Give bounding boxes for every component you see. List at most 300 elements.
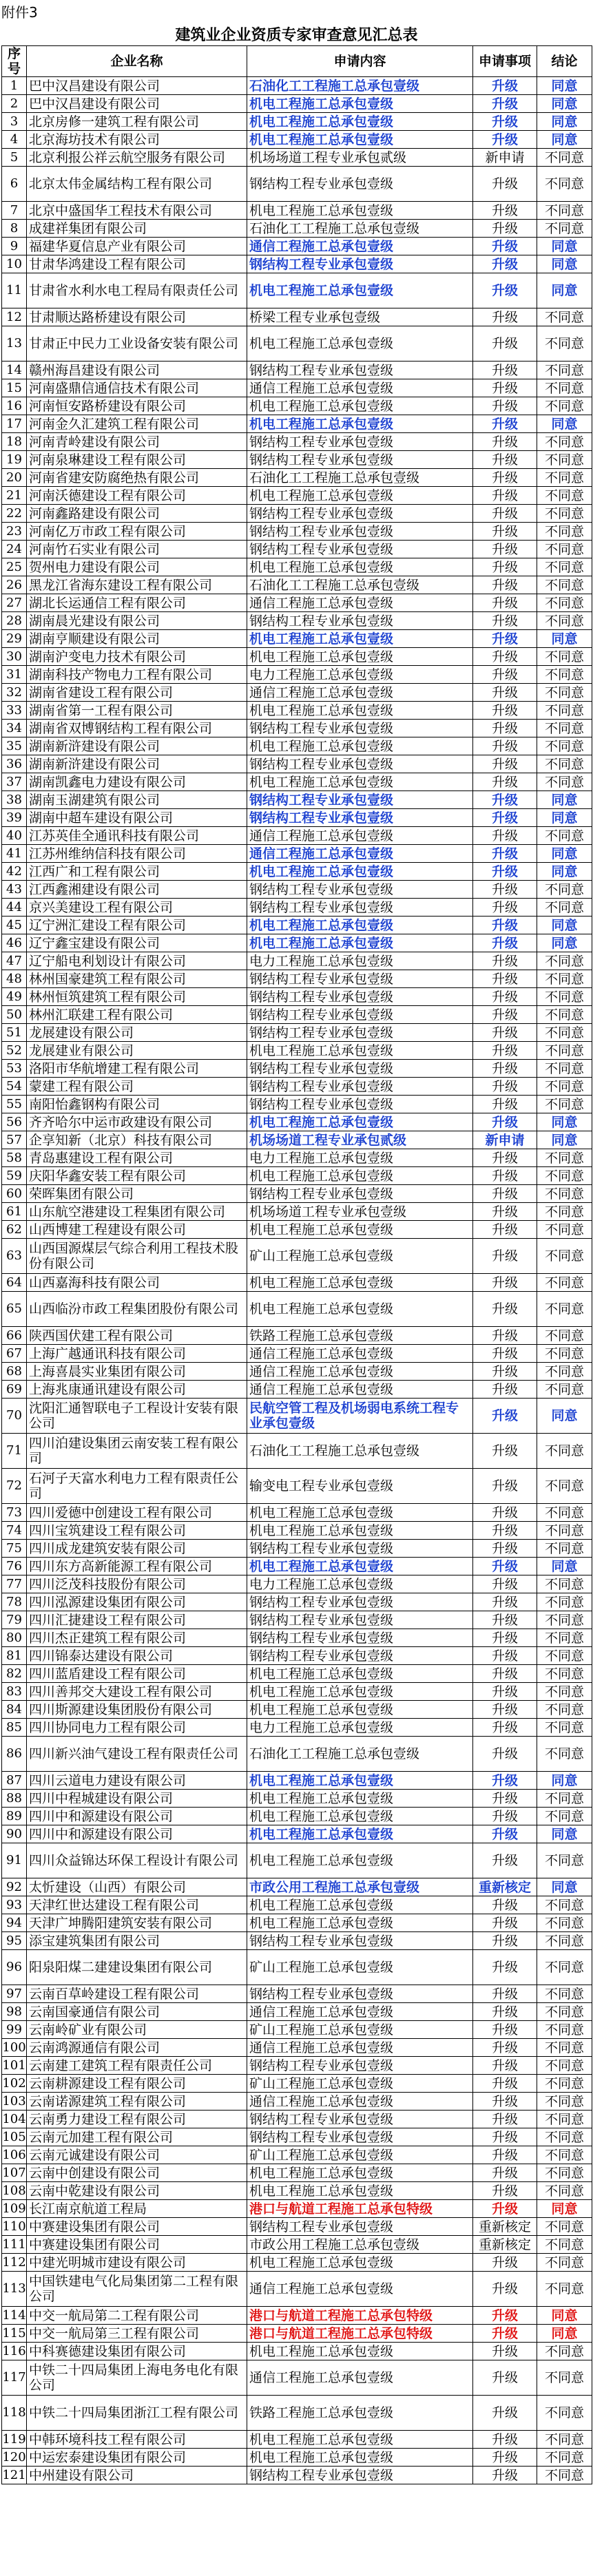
row-number: 19: [2, 451, 27, 469]
application-content: 机电工程施工总承包壹级: [247, 863, 473, 881]
application-content: 港口与航道工程施工总承包特级: [247, 2200, 473, 2218]
company-name: 河南金久汇建筑工程有限公司: [27, 415, 247, 433]
company-name: 陕西国伏建工程有限公司: [27, 1327, 247, 1345]
conclusion: 不同意: [537, 558, 592, 576]
application-item: 升级: [473, 952, 537, 970]
company-name: 四川杰正建筑工程有限公司: [27, 1629, 247, 1647]
table-row: [2, 755, 592, 773]
application-content: 机电工程施工总承包壹级: [247, 1274, 473, 1292]
row-number: 23: [2, 523, 27, 541]
application-item: 升级: [473, 1399, 537, 1434]
row-number: 98: [2, 2003, 27, 2021]
application-content: 通信工程施工总承包壹级: [247, 379, 473, 397]
table-row: [2, 2039, 592, 2057]
conclusion: 同意: [537, 1399, 592, 1434]
company-name: 龙展建业有限公司: [27, 1042, 247, 1060]
row-number: 116: [2, 2343, 27, 2360]
table-row: [2, 2057, 592, 2075]
company-name: 蒙建工程有限公司: [27, 1078, 247, 1096]
company-name: 山西国源煤层气综合利用工程技术股份有限公司: [27, 1239, 247, 1274]
company-name: 中国铁建电气化局集团第二工程有限公司: [27, 2272, 247, 2307]
conclusion: 不同意: [537, 1096, 592, 1113]
conclusion: 不同意: [537, 2272, 592, 2307]
company-name: 甘肃顺达路桥建设有限公司: [27, 308, 247, 326]
application-content: 机电工程施工总承包壹级: [247, 2449, 473, 2467]
company-name: 湖南省双博钢结构工程有限公司: [27, 720, 247, 737]
row-number: 6: [2, 167, 27, 202]
table-row: [2, 433, 592, 451]
table-row: [2, 149, 592, 167]
application-content: 机电工程施工总承包壹级: [247, 1221, 473, 1239]
application-content: 钢结构工程专业承包壹级: [247, 1078, 473, 1096]
table-row: [2, 899, 592, 917]
application-item: 升级: [473, 1434, 537, 1469]
application-content: 钢结构工程专业承包壹级: [247, 809, 473, 827]
application-item: 升级: [473, 451, 537, 469]
company-name: 中铁二十四局集团上海电务电化有限公司: [27, 2360, 247, 2396]
application-item: 升级: [473, 1060, 537, 1078]
table-row: [2, 1024, 592, 1042]
company-name: 四川善邦交大建设工程有限公司: [27, 1683, 247, 1701]
company-name: 青岛惠建设工程有限公司: [27, 1149, 247, 1167]
application-content: 机电工程施工总承包壹级: [247, 558, 473, 576]
company-name: 湖南晨光建设有限公司: [27, 612, 247, 630]
row-number: 50: [2, 1006, 27, 1024]
conclusion: 不同意: [537, 2057, 592, 2075]
conclusion: 不同意: [537, 2075, 592, 2093]
table-row: [2, 1932, 592, 1950]
table-row: [2, 684, 592, 702]
application-item: 升级: [473, 612, 537, 630]
application-item: 升级: [473, 2021, 537, 2039]
company-name: 山西博建工程建设有限公司: [27, 1221, 247, 1239]
company-name: 山东航空港建设工程集团有限公司: [27, 1203, 247, 1221]
row-number: 44: [2, 899, 27, 917]
application-item: 新申请: [473, 1131, 537, 1149]
company-name: 四川成龙建筑安装有限公司: [27, 1540, 247, 1558]
row-number: 33: [2, 702, 27, 720]
application-content: 机电工程施工总承包壹级: [247, 1292, 473, 1327]
table-row: [2, 2325, 592, 2343]
application-content: 钢结构工程专业承包壹级: [247, 1985, 473, 2003]
application-item: 升级: [473, 326, 537, 362]
application-content: 通信工程施工总承包壹级: [247, 2360, 473, 2396]
conclusion: 不同意: [537, 1042, 592, 1060]
conclusion: 不同意: [537, 1274, 592, 1292]
conclusion: 不同意: [537, 1593, 592, 1611]
application-item: 升级: [473, 1932, 537, 1950]
conclusion: 不同意: [537, 379, 592, 397]
table-row: [2, 737, 592, 755]
table-row: [2, 379, 592, 397]
conclusion: 不同意: [537, 1914, 592, 1932]
application-item: 升级: [473, 308, 537, 326]
conclusion: 同意: [537, 630, 592, 648]
row-number: 12: [2, 308, 27, 326]
table-row: [2, 576, 592, 594]
row-number: 59: [2, 1167, 27, 1185]
conclusion: 不同意: [537, 952, 592, 970]
application-item: 升级: [473, 2325, 537, 2343]
conclusion: 不同意: [537, 881, 592, 899]
application-item: 升级: [473, 1665, 537, 1683]
application-item: 升级: [473, 2128, 537, 2146]
row-number: 81: [2, 1647, 27, 1665]
application-content: 通信工程施工总承包壹级: [247, 2003, 473, 2021]
application-content: 机电工程施工总承包壹级: [247, 1914, 473, 1932]
conclusion: 不同意: [537, 1683, 592, 1701]
row-number: 72: [2, 1469, 27, 1504]
conclusion: 不同意: [537, 1522, 592, 1540]
company-name: 湖南科技产物电力工程有限公司: [27, 666, 247, 684]
conclusion: 同意: [537, 1878, 592, 1896]
conclusion: 不同意: [537, 720, 592, 737]
company-name: 四川泛茂科技股份有限公司: [27, 1575, 247, 1593]
application-content: 钢结构工程专业承包壹级: [247, 255, 473, 273]
application-item: 升级: [473, 970, 537, 988]
application-item: 升级: [473, 1149, 537, 1167]
company-name: 湖南凯鑫电力建设有限公司: [27, 773, 247, 791]
row-number: 48: [2, 970, 27, 988]
conclusion: 不同意: [537, 899, 592, 917]
application-item: 升级: [473, 845, 537, 863]
conclusion: 不同意: [537, 1575, 592, 1593]
attachment-label: 附件3: [1, 4, 38, 21]
company-name: 湖南新浒建设有限公司: [27, 737, 247, 755]
application-content: 机场场道工程专业承包贰级: [247, 149, 473, 167]
table-row: [2, 2146, 592, 2164]
application-content: 钢结构工程专业承包壹级: [247, 988, 473, 1006]
company-name: 湖南玉湖建筑有限公司: [27, 791, 247, 809]
row-number: 119: [2, 2431, 27, 2449]
company-name: 天津广坤腾阳建筑安装有限公司: [27, 1914, 247, 1932]
table-row: [2, 113, 592, 131]
row-number: 78: [2, 1593, 27, 1611]
company-name: 中建光明城市建设有限公司: [27, 2254, 247, 2272]
table-row: [2, 2218, 592, 2236]
row-number: 51: [2, 1024, 27, 1042]
row-number: 114: [2, 2307, 27, 2325]
row-number: 63: [2, 1239, 27, 1274]
application-content: 电力工程施工总承包壹级: [247, 1719, 473, 1737]
application-item: 升级: [473, 2200, 537, 2218]
application-content: 矿山工程施工总承包壹级: [247, 1950, 473, 1985]
table-row: [2, 1078, 592, 1096]
application-item: 升级: [473, 2039, 537, 2057]
conclusion: 不同意: [537, 149, 592, 167]
company-name: 中赛建设集团有限公司: [27, 2218, 247, 2236]
company-name: 四川协同电力工程有限公司: [27, 1719, 247, 1737]
application-item: 升级: [473, 1719, 537, 1737]
table-row: [2, 1131, 592, 1149]
application-content: 机电工程施工总承包壹级: [247, 2182, 473, 2200]
table-row: [2, 1060, 592, 1078]
table-row: [2, 95, 592, 113]
application-content: 钢结构工程专业承包壹级: [247, 1185, 473, 1203]
table-row: [2, 791, 592, 809]
application-item: 升级: [473, 362, 537, 379]
company-name: 辽宁鑫宝建设有限公司: [27, 934, 247, 952]
application-item: 升级: [473, 1185, 537, 1203]
company-name: 四川蓝盾建设工程有限公司: [27, 1665, 247, 1683]
table-row: [2, 469, 592, 487]
table-row: [2, 1683, 592, 1701]
row-number: 100: [2, 2039, 27, 2057]
application-content: 通信工程施工总承包壹级: [247, 1381, 473, 1399]
row-number: 28: [2, 612, 27, 630]
conclusion: 同意: [537, 791, 592, 809]
row-number: 43: [2, 881, 27, 899]
row-number: 9: [2, 238, 27, 255]
conclusion: 不同意: [537, 1540, 592, 1558]
table-row: [2, 220, 592, 238]
conclusion: 不同意: [537, 737, 592, 755]
application-content: 机电工程施工总承包壹级: [247, 1896, 473, 1914]
application-item: 升级: [473, 1345, 537, 1363]
conclusion: 不同意: [537, 487, 592, 505]
row-number: 73: [2, 1504, 27, 1522]
application-content: 通信工程施工总承包壹级: [247, 2093, 473, 2111]
application-item: 升级: [473, 167, 537, 202]
table-row: [2, 2075, 592, 2093]
application-item: 升级: [473, 487, 537, 505]
conclusion: 不同意: [537, 1006, 592, 1024]
company-name: 龙展建设有限公司: [27, 1024, 247, 1042]
row-number: 102: [2, 2075, 27, 2093]
company-name: 中赛建设集团有限公司: [27, 2236, 247, 2254]
company-name: 江苏英佳全通讯科技有限公司: [27, 827, 247, 845]
table-row: [2, 1629, 592, 1647]
table-row: [2, 648, 592, 666]
application-content: 机电工程施工总承包壹级: [247, 934, 473, 952]
application-item: 升级: [473, 558, 537, 576]
conclusion: 不同意: [537, 2146, 592, 2164]
application-item: 升级: [473, 2360, 537, 2396]
application-item: 升级: [473, 809, 537, 827]
application-content: 机电工程施工总承包壹级: [247, 415, 473, 433]
application-item: 升级: [473, 238, 537, 255]
application-item: 升级: [473, 594, 537, 612]
company-name: 云南中乾建设有限公司: [27, 2182, 247, 2200]
conclusion: 同意: [537, 845, 592, 863]
conclusion: 不同意: [537, 469, 592, 487]
application-item: 升级: [473, 2182, 537, 2200]
application-item: 升级: [473, 397, 537, 415]
conclusion: 不同意: [537, 1611, 592, 1629]
application-content: 机电工程施工总承包壹级: [247, 1504, 473, 1522]
table-row: [2, 558, 592, 576]
table-row: [2, 1149, 592, 1167]
row-number: 4: [2, 131, 27, 149]
table-row: [2, 2307, 592, 2325]
conclusion: 不同意: [537, 451, 592, 469]
conclusion: 同意: [537, 1131, 592, 1149]
application-content: 石油化工工程施工总承包壹级: [247, 576, 473, 594]
application-item: 升级: [473, 1167, 537, 1185]
conclusion: 不同意: [537, 1504, 592, 1522]
conclusion: 同意: [537, 1772, 592, 1790]
table-row: [2, 1593, 592, 1611]
application-item: 升级: [473, 2164, 537, 2182]
row-number: 64: [2, 1274, 27, 1292]
company-name: 齐齐哈尔中运市政建设有限公司: [27, 1113, 247, 1131]
table-row: [2, 77, 592, 95]
application-content: 钢结构工程专业承包壹级: [247, 1647, 473, 1665]
row-number: 35: [2, 737, 27, 755]
application-content: 机电工程施工总承包壹级: [247, 1808, 473, 1825]
conclusion: 同意: [537, 1558, 592, 1575]
table-row: [2, 1540, 592, 1558]
company-name: 赣州海昌建设有限公司: [27, 362, 247, 379]
table-row: [2, 255, 592, 273]
company-name: 中交一航局第三工程有限公司: [27, 2325, 247, 2343]
company-name: 江西鑫湘建设有限公司: [27, 881, 247, 899]
application-content: 机电工程施工总承包壹级: [247, 2254, 473, 2272]
row-number: 86: [2, 1737, 27, 1772]
company-name: 四川众益锦达环保工程设计有限公司: [27, 1843, 247, 1878]
row-number: 101: [2, 2057, 27, 2075]
application-item: 升级: [473, 702, 537, 720]
conclusion: 不同意: [537, 648, 592, 666]
application-content: 机电工程施工总承包壹级: [247, 1701, 473, 1719]
company-name: 四川爱德中创建设工程有限公司: [27, 1504, 247, 1522]
company-name: 中科赛德建设集团有限公司: [27, 2343, 247, 2360]
conclusion: 同意: [537, 415, 592, 433]
company-name: 河南恒安路桥建设有限公司: [27, 397, 247, 415]
row-number: 118: [2, 2396, 27, 2431]
application-item: 升级: [473, 1575, 537, 1593]
table-row: [2, 1719, 592, 1737]
application-content: 机电工程施工总承包壹级: [247, 1042, 473, 1060]
conclusion: 不同意: [537, 1078, 592, 1096]
col-header-no: 序号: [2, 46, 27, 77]
company-name: 云南元加建工程有限公司: [27, 2128, 247, 2146]
conclusion: 不同意: [537, 1167, 592, 1185]
row-number: 104: [2, 2111, 27, 2128]
company-name: 甘肃华鸿建设工程有限公司: [27, 255, 247, 273]
table-row: [2, 2164, 592, 2182]
company-name: 北京房修一建筑工程有限公司: [27, 113, 247, 131]
application-item: 升级: [473, 2449, 537, 2467]
table-row: [2, 362, 592, 379]
application-content: 通信工程施工总承包壹级: [247, 1363, 473, 1381]
application-content: 钢结构工程专业承包壹级: [247, 1540, 473, 1558]
row-number: 39: [2, 809, 27, 827]
table-row: [2, 1327, 592, 1345]
application-content: 通信工程施工总承包壹级: [247, 845, 473, 863]
company-name: 成建祥集团有限公司: [27, 220, 247, 238]
row-number: 85: [2, 1719, 27, 1737]
company-name: 中铁二十四局集团浙江工程有限公司: [27, 2396, 247, 2431]
table-row: [2, 2003, 592, 2021]
row-number: 97: [2, 1985, 27, 2003]
application-content: 电力工程施工总承包壹级: [247, 952, 473, 970]
application-content: 港口与航道工程施工总承包特级: [247, 2325, 473, 2343]
conclusion: 不同意: [537, 1434, 592, 1469]
conclusion: 不同意: [537, 2093, 592, 2111]
row-number: 45: [2, 917, 27, 934]
application-content: 机电工程施工总承包壹级: [247, 702, 473, 720]
table-row: [2, 1914, 592, 1932]
table-row: [2, 397, 592, 415]
row-number: 32: [2, 684, 27, 702]
conclusion: 不同意: [537, 1629, 592, 1647]
conclusion: 不同意: [537, 2111, 592, 2128]
application-item: 升级: [473, 863, 537, 881]
company-name: 天津红世达建设工程有限公司: [27, 1896, 247, 1914]
application-content: 市政公用工程施工总承包壹级: [247, 1878, 473, 1896]
table-row: [2, 2182, 592, 2200]
conclusion: 不同意: [537, 1381, 592, 1399]
application-item: 升级: [473, 1042, 537, 1060]
application-item: 升级: [473, 1772, 537, 1790]
table-row: [2, 827, 592, 845]
company-name: 河南鑫路建设有限公司: [27, 505, 247, 523]
conclusion: 同意: [537, 2325, 592, 2343]
conclusion: 不同意: [537, 220, 592, 238]
application-content: 钢结构工程专业承包壹级: [247, 1096, 473, 1113]
application-content: 通信工程施工总承包壹级: [247, 238, 473, 255]
table-row: [2, 2396, 592, 2431]
conclusion: 不同意: [537, 1221, 592, 1239]
application-item: 升级: [473, 2111, 537, 2128]
application-item: 升级: [473, 720, 537, 737]
table-row: [2, 1843, 592, 1878]
application-content: 矿山工程施工总承包壹级: [247, 2021, 473, 2039]
application-item: 升级: [473, 1985, 537, 2003]
table-row: [2, 1042, 592, 1060]
row-number: 31: [2, 666, 27, 684]
application-content: 港口与航道工程施工总承包特级: [247, 2307, 473, 2325]
company-name: 云南岭矿业有限公司: [27, 2021, 247, 2039]
application-item: 升级: [473, 1611, 537, 1629]
row-number: 55: [2, 1096, 27, 1113]
application-item: 新申请: [473, 149, 537, 167]
col-header-result: 结论: [537, 46, 592, 77]
application-content: 钢结构工程专业承包壹级: [247, 1932, 473, 1950]
company-name: 河南省建安防腐绝热有限公司: [27, 469, 247, 487]
conclusion: 不同意: [537, 1647, 592, 1665]
row-number: 74: [2, 1522, 27, 1540]
application-item: 升级: [473, 1381, 537, 1399]
row-number: 111: [2, 2236, 27, 2254]
application-content: 钢结构工程专业承包壹级: [247, 881, 473, 899]
application-content: 通信工程施工总承包壹级: [247, 594, 473, 612]
conclusion: 不同意: [537, 666, 592, 684]
application-item: 升级: [473, 630, 537, 648]
application-content: 钢结构工程专业承包壹级: [247, 755, 473, 773]
company-name: 山西嘉海科技有限公司: [27, 1274, 247, 1292]
table-row: [2, 1985, 592, 2003]
table-row: [2, 451, 592, 469]
row-number: 112: [2, 2254, 27, 2272]
row-number: 103: [2, 2093, 27, 2111]
application-content: 机电工程施工总承包壹级: [247, 1790, 473, 1808]
application-content: 铁路工程施工总承包壹级: [247, 2396, 473, 2431]
row-number: 60: [2, 1185, 27, 1203]
row-number: 2: [2, 95, 27, 113]
company-name: 庆阳华鑫安装工程有限公司: [27, 1167, 247, 1185]
application-item: 升级: [473, 755, 537, 773]
conclusion: 同意: [537, 917, 592, 934]
row-number: 14: [2, 362, 27, 379]
application-item: 升级: [473, 934, 537, 952]
row-number: 67: [2, 1345, 27, 1363]
application-item: 升级: [473, 1363, 537, 1381]
table-row: [2, 167, 592, 202]
application-item: 重新核定: [473, 1878, 537, 1896]
table-row: [2, 1096, 592, 1113]
